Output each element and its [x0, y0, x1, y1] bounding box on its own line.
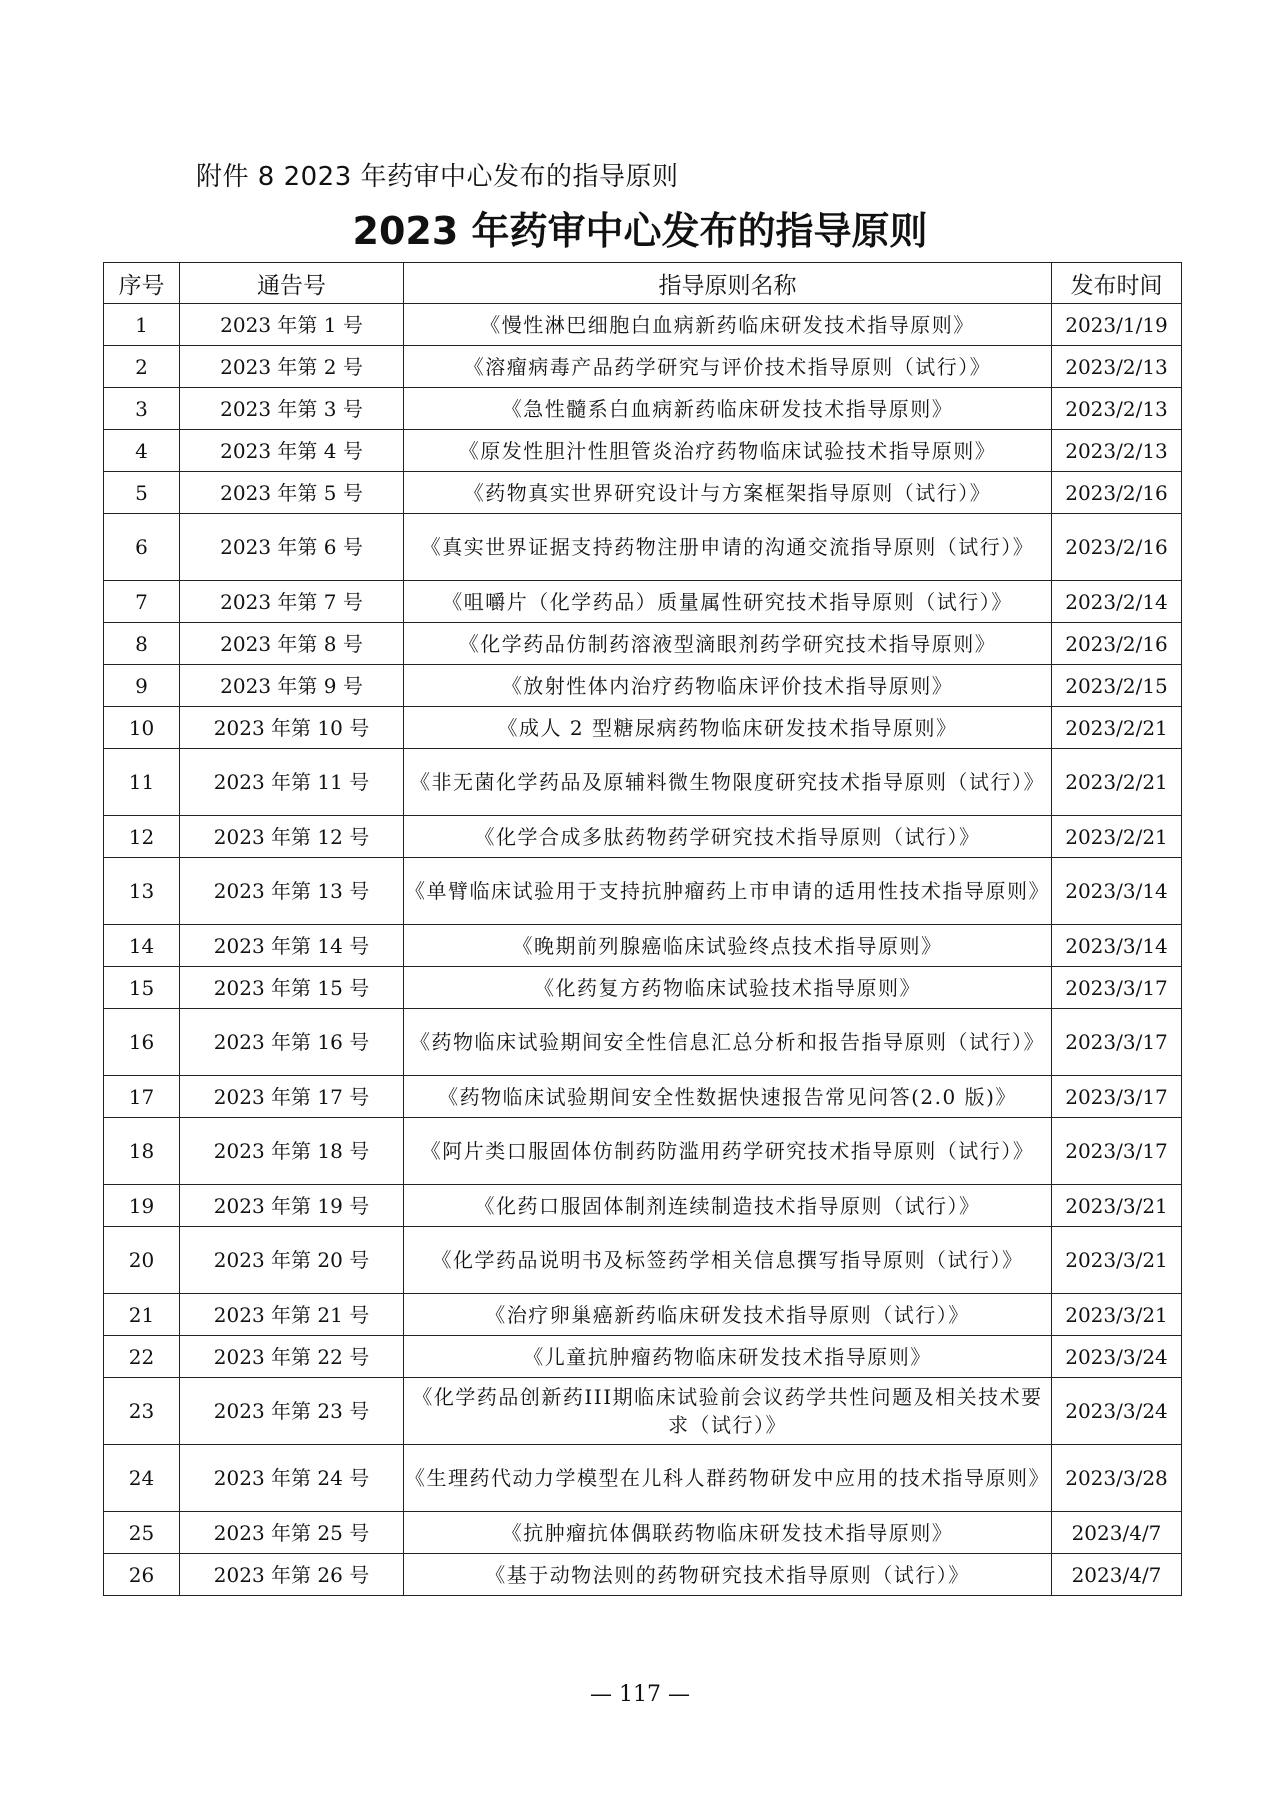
publish-date: 2023/4/7 [1052, 1512, 1182, 1554]
row-number: 4 [104, 430, 180, 472]
table-row [104, 1185, 1182, 1227]
notice-number: 2023 年第 17 号 [180, 1076, 404, 1118]
publish-date: 2023/2/16 [1052, 514, 1182, 581]
row-number: 18 [104, 1118, 180, 1185]
guideline-name: 《化药复方药物临床试验技术指导原则》 [404, 967, 1052, 1009]
page-number: — 117 — [590, 1682, 690, 1707]
guideline-name: 《化药口服固体制剂连续制造技术指导原则（试行）》 [404, 1185, 1052, 1227]
publish-date: 2023/2/21 [1052, 749, 1182, 816]
row-number: 15 [104, 967, 180, 1009]
table-row [104, 1076, 1182, 1118]
publish-date: 2023/3/24 [1052, 1378, 1182, 1445]
row-number: 20 [104, 1227, 180, 1294]
row-number: 10 [104, 707, 180, 749]
table-row [104, 1118, 1182, 1185]
notice-number: 2023 年第 26 号 [180, 1554, 404, 1596]
publish-date: 2023/3/24 [1052, 1336, 1182, 1378]
guideline-name: 《化学药品仿制药溶液型滴眼剂药学研究技术指导原则》 [404, 623, 1052, 665]
notice-number: 2023 年第 4 号 [180, 430, 404, 472]
publish-date: 2023/3/14 [1052, 925, 1182, 967]
row-number: 16 [104, 1009, 180, 1076]
table-row [104, 1009, 1182, 1076]
table-row [104, 623, 1182, 665]
attachment-title: 附件 8 2023 年药审中心发布的指导原则 [196, 162, 679, 192]
publish-date: 2023/2/13 [1052, 430, 1182, 472]
guideline-name: 《生理药代动力学模型在儿科人群药物研发中应用的技术指导原则》 [404, 1445, 1052, 1512]
publish-date: 2023/3/17 [1052, 1118, 1182, 1185]
notice-number: 2023 年第 2 号 [180, 346, 404, 388]
notice-number: 2023 年第 11 号 [180, 749, 404, 816]
guideline-name: 《原发性胆汁性胆管炎治疗药物临床试验技术指导原则》 [404, 430, 1052, 472]
notice-number: 2023 年第 15 号 [180, 967, 404, 1009]
table-row [104, 1445, 1182, 1512]
notice-number: 2023 年第 6 号 [180, 514, 404, 581]
notice-number: 2023 年第 10 号 [180, 707, 404, 749]
table-row [104, 472, 1182, 514]
row-number: 6 [104, 514, 180, 581]
guideline-name: 《单臂临床试验用于支持抗肿瘤药上市申请的适用性技术指导原则》 [404, 858, 1052, 925]
publish-date: 2023/2/13 [1052, 346, 1182, 388]
table-row [104, 1336, 1182, 1378]
guideline-name: 《儿童抗肿瘤药物临床研发技术指导原则》 [404, 1336, 1052, 1378]
guideline-name: 《晚期前列腺癌临床试验终点技术指导原则》 [404, 925, 1052, 967]
guideline-name: 《药物临床试验期间安全性数据快速报告常见问答(2.0 版)》 [404, 1076, 1052, 1118]
notice-number: 2023 年第 20 号 [180, 1227, 404, 1294]
publish-date: 2023/1/19 [1052, 304, 1182, 346]
table-row [104, 967, 1182, 1009]
row-number: 3 [104, 388, 180, 430]
row-number: 14 [104, 925, 180, 967]
publish-date: 2023/2/13 [1052, 388, 1182, 430]
row-number: 25 [104, 1512, 180, 1554]
notice-number: 2023 年第 14 号 [180, 925, 404, 967]
column-header-name: 指导原则名称 [404, 263, 1052, 304]
guideline-table [103, 262, 1182, 1596]
row-number: 12 [104, 816, 180, 858]
guideline-name: 《治疗卵巢癌新药临床研发技术指导原则（试行）》 [404, 1294, 1052, 1336]
guideline-name: 《抗肿瘤抗体偶联药物临床研发技术指导原则》 [404, 1512, 1052, 1554]
publish-date: 2023/3/21 [1052, 1185, 1182, 1227]
row-number: 22 [104, 1336, 180, 1378]
guideline-name: 《真实世界证据支持药物注册申请的沟通交流指导原则（试行）》 [404, 514, 1052, 581]
table-body [104, 304, 1182, 1596]
notice-number: 2023 年第 21 号 [180, 1294, 404, 1336]
row-number: 17 [104, 1076, 180, 1118]
notice-number: 2023 年第 18 号 [180, 1118, 404, 1185]
notice-number: 2023 年第 12 号 [180, 816, 404, 858]
row-number: 11 [104, 749, 180, 816]
notice-number: 2023 年第 16 号 [180, 1009, 404, 1076]
notice-number: 2023 年第 22 号 [180, 1336, 404, 1378]
notice-number: 2023 年第 7 号 [180, 581, 404, 623]
table-row [104, 346, 1182, 388]
row-number: 23 [104, 1378, 180, 1445]
guideline-name: 《药物临床试验期间安全性信息汇总分析和报告指导原则（试行）》 [404, 1009, 1052, 1076]
table-header-row [104, 263, 1182, 304]
publish-date: 2023/2/14 [1052, 581, 1182, 623]
guideline-name: 《咀嚼片（化学药品）质量属性研究技术指导原则（试行）》 [404, 581, 1052, 623]
table-row [104, 1227, 1182, 1294]
table-row [104, 581, 1182, 623]
publish-date: 2023/3/21 [1052, 1294, 1182, 1336]
publish-date: 2023/3/14 [1052, 858, 1182, 925]
guideline-name: 《化学药品说明书及标签药学相关信息撰写指导原则（试行）》 [404, 1227, 1052, 1294]
guideline-name: 《慢性淋巴细胞白血病新药临床研发技术指导原则》 [404, 304, 1052, 346]
publish-date: 2023/2/15 [1052, 665, 1182, 707]
row-number: 21 [104, 1294, 180, 1336]
row-number: 7 [104, 581, 180, 623]
row-number: 24 [104, 1445, 180, 1512]
table-row [104, 1554, 1182, 1596]
guideline-name: 《急性髓系白血病新药临床研发技术指导原则》 [404, 388, 1052, 430]
notice-number: 2023 年第 24 号 [180, 1445, 404, 1512]
publish-date: 2023/4/7 [1052, 1554, 1182, 1596]
notice-number: 2023 年第 1 号 [180, 304, 404, 346]
column-header-no: 序号 [104, 263, 180, 304]
notice-number: 2023 年第 3 号 [180, 388, 404, 430]
guideline-name: 《成人 2 型糖尿病药物临床研发技术指导原则》 [404, 707, 1052, 749]
document-title: 2023 年药审中心发布的指导原则 [352, 209, 928, 253]
guideline-name: 《化学药品创新药III期临床试验前会议药学共性问题及相关技术要求（试行）》 [404, 1378, 1052, 1445]
guideline-name: 《溶瘤病毒产品药学研究与评价技术指导原则（试行）》 [404, 346, 1052, 388]
table-row [104, 1294, 1182, 1336]
notice-number: 2023 年第 23 号 [180, 1378, 404, 1445]
notice-number: 2023 年第 19 号 [180, 1185, 404, 1227]
publish-date: 2023/2/21 [1052, 707, 1182, 749]
column-header-notice: 通告号 [180, 263, 404, 304]
publish-date: 2023/2/16 [1052, 623, 1182, 665]
table-row [104, 1378, 1182, 1445]
table-row [104, 925, 1182, 967]
table-row [104, 665, 1182, 707]
column-header-date: 发布时间 [1052, 263, 1182, 304]
row-number: 2 [104, 346, 180, 388]
notice-number: 2023 年第 5 号 [180, 472, 404, 514]
publish-date: 2023/3/17 [1052, 1009, 1182, 1076]
table-row [104, 707, 1182, 749]
guideline-name: 《放射性体内治疗药物临床评价技术指导原则》 [404, 665, 1052, 707]
table-row [104, 304, 1182, 346]
publish-date: 2023/3/21 [1052, 1227, 1182, 1294]
row-number: 19 [104, 1185, 180, 1227]
row-number: 9 [104, 665, 180, 707]
publish-date: 2023/2/21 [1052, 816, 1182, 858]
publish-date: 2023/2/16 [1052, 472, 1182, 514]
guideline-name: 《阿片类口服固体仿制药防滥用药学研究技术指导原则（试行）》 [404, 1118, 1052, 1185]
table-row [104, 816, 1182, 858]
table-row [104, 430, 1182, 472]
row-number: 26 [104, 1554, 180, 1596]
notice-number: 2023 年第 25 号 [180, 1512, 404, 1554]
row-number: 1 [104, 304, 180, 346]
table-row [104, 514, 1182, 581]
guideline-name: 《化学合成多肽药物药学研究技术指导原则（试行）》 [404, 816, 1052, 858]
table-row [104, 749, 1182, 816]
notice-number: 2023 年第 8 号 [180, 623, 404, 665]
publish-date: 2023/3/17 [1052, 967, 1182, 1009]
guideline-name: 《药物真实世界研究设计与方案框架指导原则（试行）》 [404, 472, 1052, 514]
notice-number: 2023 年第 13 号 [180, 858, 404, 925]
publish-date: 2023/3/17 [1052, 1076, 1182, 1118]
table-row [104, 858, 1182, 925]
table-row [104, 388, 1182, 430]
row-number: 8 [104, 623, 180, 665]
guideline-name: 《基于动物法则的药物研究技术指导原则（试行）》 [404, 1554, 1052, 1596]
table-row [104, 1512, 1182, 1554]
row-number: 13 [104, 858, 180, 925]
row-number: 5 [104, 472, 180, 514]
guideline-name: 《非无菌化学药品及原辅料微生物限度研究技术指导原则（试行）》 [404, 749, 1052, 816]
publish-date: 2023/3/28 [1052, 1445, 1182, 1512]
notice-number: 2023 年第 9 号 [180, 665, 404, 707]
